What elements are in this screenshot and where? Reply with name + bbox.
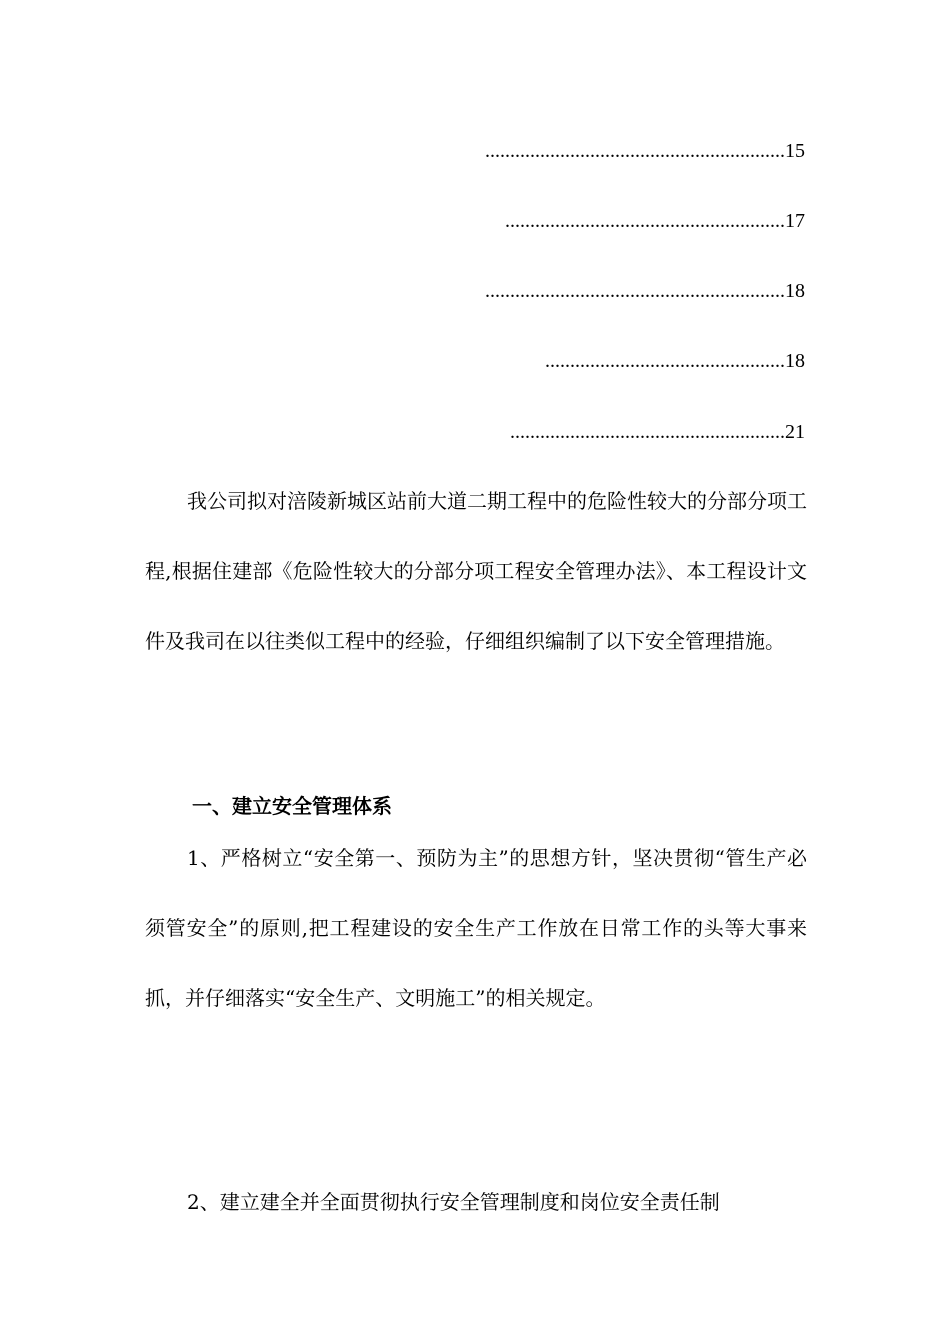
toc-entry-4[interactable] bbox=[545, 349, 805, 373]
toc-page-number: 21 bbox=[785, 421, 805, 443]
toc-page-number: 17 bbox=[785, 210, 805, 232]
toc-entry-1[interactable] bbox=[485, 139, 805, 163]
toc-leader-dots: ............................................................ bbox=[485, 280, 785, 302]
section-heading: 一、建立安全管理体系 bbox=[192, 794, 392, 818]
toc-entry-5[interactable] bbox=[510, 420, 805, 444]
toc-page-number: 18 bbox=[785, 280, 805, 302]
toc-entry-2[interactable] bbox=[505, 209, 805, 233]
toc-leader-dots: ........................................................ bbox=[505, 210, 785, 232]
toc-page-number: 15 bbox=[785, 140, 805, 162]
section-item-1: 1、严格树立“安全第一、预防为主”的思想方针，坚决贯彻“管生产必须管安全”的原则,把工程建设的安全生产工作放在日常工作的头等大事来抓，并仔细落实“安全生产、文明施工”的相关规定。 bbox=[145, 846, 807, 1010]
toc-entry-3[interactable] bbox=[485, 279, 805, 303]
toc-page-number: 18 bbox=[785, 350, 805, 372]
intro-paragraph: 我公司拟对涪陵新城区站前大道二期工程中的危险性较大的分部分项工程,根据住建部《危险性较大的分部分项工程安全管理办法》、本工程设计文件及我司在以往类似工程中的经验，仔细组织编制了以下安全管理措施。 bbox=[145, 489, 807, 653]
section-item-2: 2、建立建全并全面贯彻执行安全管理制度和岗位安全责任制 bbox=[187, 1190, 720, 1214]
toc-leader-dots: ............................................................ bbox=[485, 140, 785, 162]
toc-leader-dots: ....................................................... bbox=[510, 421, 785, 443]
toc-leader-dots: ................................................ bbox=[545, 350, 785, 372]
